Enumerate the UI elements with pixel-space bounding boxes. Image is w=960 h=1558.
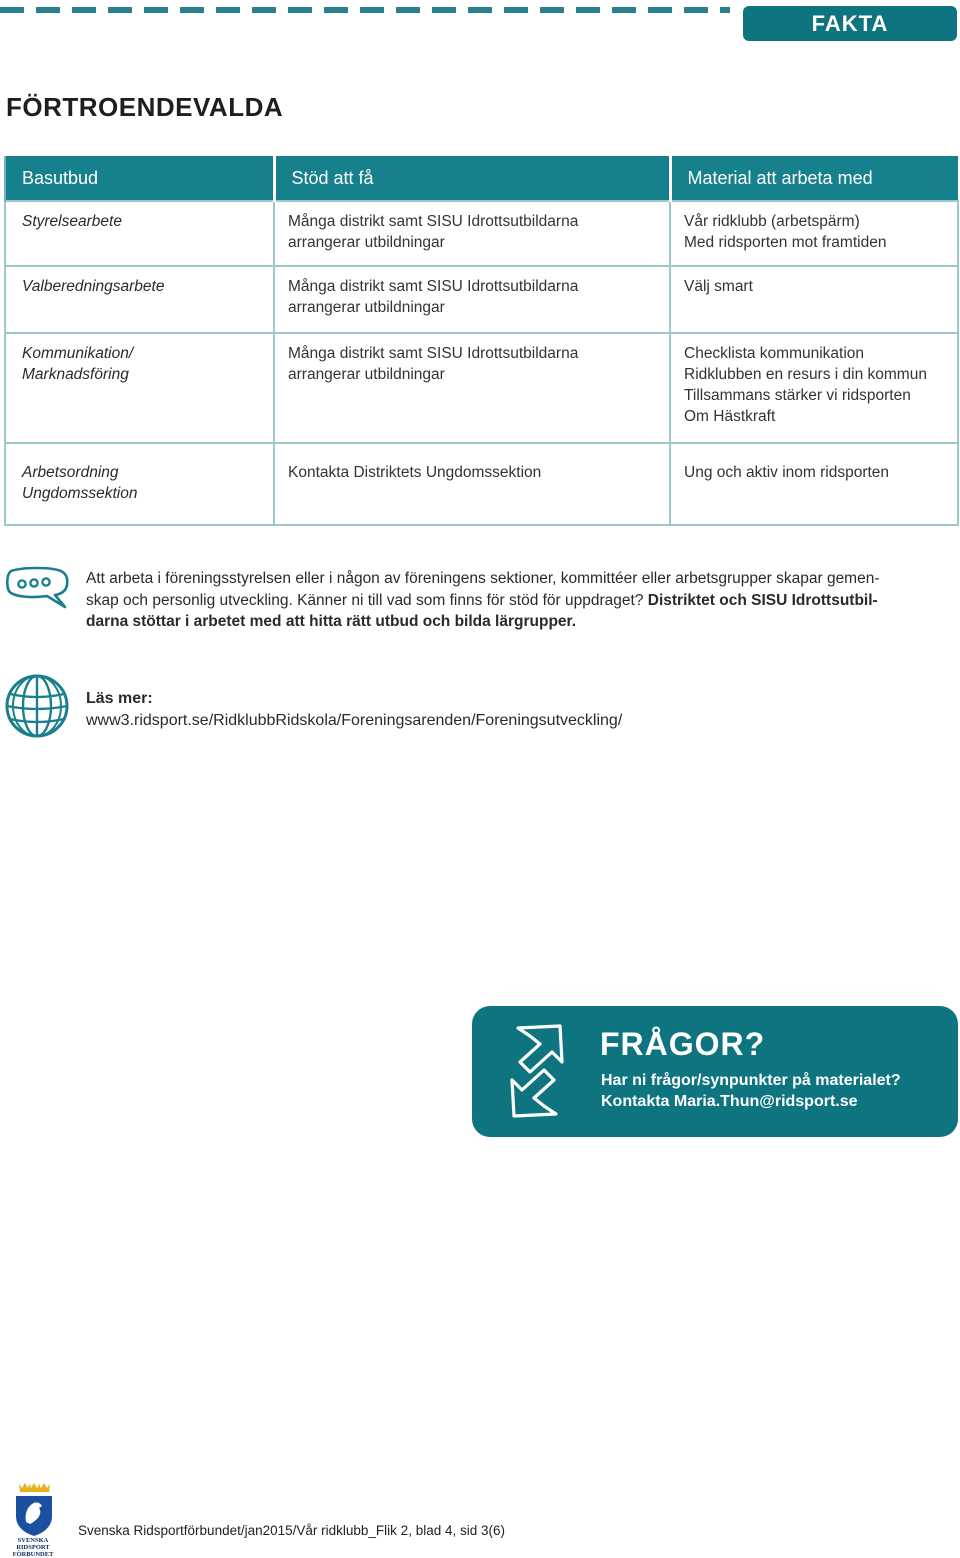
logo-text-line: SVENSKA RIDSPORT [16,1537,50,1551]
material-item: Ridklubben en resurs i din kommun [684,366,927,383]
crown-shield-logo [2,1478,66,1538]
logo-text [2,1537,64,1558]
read-more-link[interactable]: www3.ridsport.se/RidklubbRidskola/Foreningsarenden/Foreningsutveckling/ [86,712,623,729]
support-line: Många distrikt samt SISU Idrottsutbildarna [288,278,579,295]
row-label-line: Ungdomssektion [22,485,138,502]
table-row [5,443,958,525]
support-cell [274,443,670,525]
read-more [86,688,622,732]
support-cell [274,266,670,333]
material-item: Vår ridklubb (arbetspärm) [684,213,860,230]
intro-paragraph [86,568,936,633]
row-label-line: Marknadsföring [22,366,129,383]
page-title: FÖRTROENDEVALDA [6,92,284,122]
footer-text: Svenska Ridsportförbundet/jan2015/Vår ridklubb_Flik 2, blad 4, sid 3(6) [78,1523,505,1538]
logo-text-line: FÖRBUNDET [12,1551,54,1558]
material-cell [670,266,958,333]
top-dash-rule [0,7,730,13]
support-line: arrangerar utbildningar [288,366,445,383]
material-item: Välj smart [684,278,753,295]
questions-line: Har ni frågor/synpunkter på materialet? [601,1072,901,1089]
support-cell [274,333,670,443]
questions-box [472,1006,958,1137]
intro-bold: Distriktet och SISU Idrottsutbil- [647,591,878,609]
row-label-line: Arbetsordning [22,464,119,481]
row-label-line: Kommunikation/ [22,345,134,362]
row-label [5,266,274,333]
material-cell [670,443,958,525]
material-item: Ung och aktiv inom ridsporten [684,464,890,481]
questions-title: FRÅGOR? [600,1026,766,1062]
intro-bold: darna stöttar i arbetet med att hitta rätt utbud och bilda lärgrupper. [86,613,577,630]
row-label [5,443,274,525]
support-cell [274,201,670,266]
support-line: arrangerar utbildningar [288,299,445,316]
globe-icon [3,672,71,740]
table-row [5,201,958,266]
fakta-badge: FAKTA [743,6,957,41]
material-item: Tillsammans stärker vi ridsporten [684,387,911,404]
intro-line: Att arbeta i föreningsstyrelsen eller i någon av föreningens sektioner, kommittéer eller arbetsgrupper skapar gemen- [86,570,880,587]
table-row [5,266,958,333]
material-item: Checklista kommunikation [684,345,865,362]
material-cell [670,333,958,443]
read-more-label: Läs mer: [86,690,153,707]
row-label [5,333,274,443]
arrows-swap-icon [500,1022,574,1120]
row-label-line: Styrelsearbete [22,213,122,230]
material-cell [670,201,958,266]
material-item: Med ridsporten mot framtiden [684,234,887,251]
header-basutbud: Basutbud [5,156,274,201]
support-table [4,156,959,526]
intro-line: skap och personlig utveckling. Känner ni till vad som finns för stöd för uppdraget? [86,591,648,609]
table-row [5,333,958,443]
header-material: Material att arbeta med [670,156,958,201]
speech-bubble-icon [3,565,71,615]
row-label [5,201,274,266]
row-label-line: Valberedningsarbete [22,278,165,295]
material-item: Om Hästkraft [684,408,776,425]
support-line: Kontakta Distriktets Ungdomssektion [288,464,542,481]
header-stod: Stöd att få [274,156,670,201]
support-line: Många distrikt samt SISU Idrottsutbildarna [288,213,579,230]
table-header-row [5,156,958,201]
support-line: Många distrikt samt SISU Idrottsutbildarna [288,345,579,362]
questions-contact[interactable]: Kontakta Maria.Thun@ridsport.se [601,1093,858,1110]
support-line: arrangerar utbildningar [288,234,445,251]
